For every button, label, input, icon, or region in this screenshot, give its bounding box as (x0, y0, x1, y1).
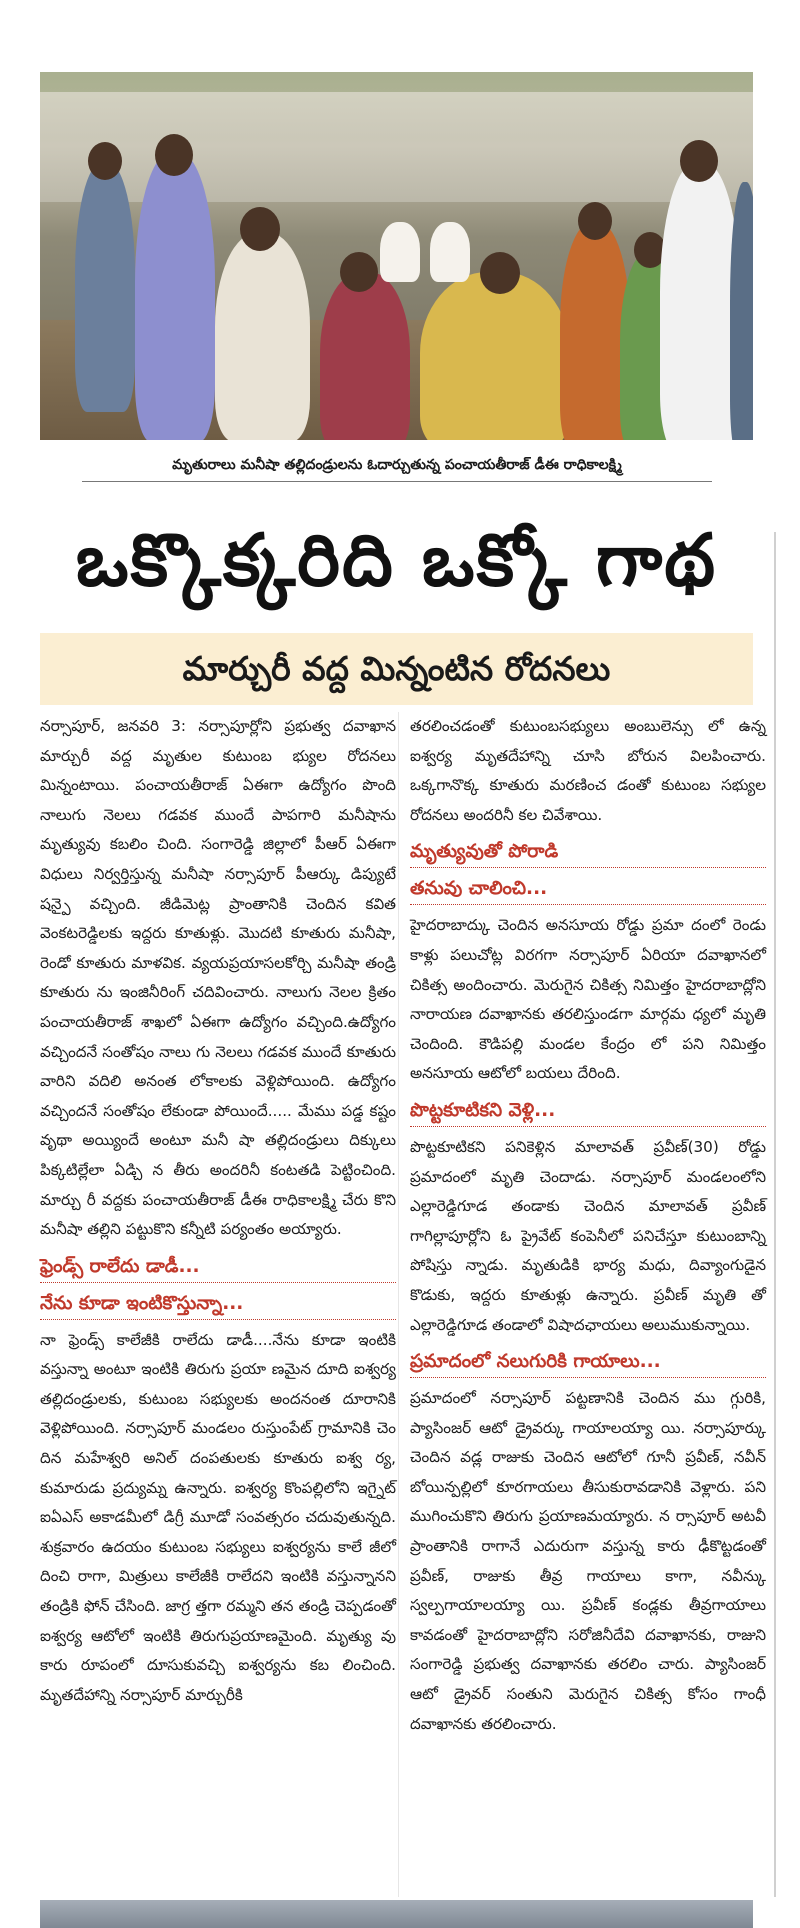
right-intro-paragraph: తరలించడంతో కుటుంబసభ్యులు అంబులెన్సు లో ఉన్న ఐశ్వర్య మృతదేహాన్ని చూసి బోరున విలపించారు. ఒక్కగానొక్క కూతురు మరణించ డంతో కుటుంబ సభ్యుల రోదనలు అందరినీ కల చివేశాయి. (410, 717, 766, 824)
section-body-injuries: ప్రమాదంలో నర్సాపూర్ పట్టణానికి చెందిన ము గ్గురికి, ప్యాసింజర్ ఆటో డ్రైవర్కు గాయాలయ్యా యి. నర్సాపూర్కు చెందిన వడ్ల రాజుకు చెందిన ఆటోలో గూనీ ప్రవీణ్, నవీన్ బోయిన్పల్లిలో కూరగాయలు తీసుకురావడానికి వెళ్లారు. పని ముగించుకొని తిరుగు ప్రయాణమయ్యారు. న ర్సాపూర్ అటవీ ప్రాంతానికి రాగానే ఎదురుగా వస్తున్న కారు ఢీకొట్టడంతో ప్రవీణ్, రాజుకు తీవ్ర గాయాలు కాగా, నవీన్కు స్వల్పగాయాలయ్యా యి. ప్రవీణ్ కండ్లకు తీవ్రగాయాలు కావడంతో హైదరాబాద్లోని సరోజినీదేవి దవాఖానకు, రాజుని సంగారెడ్డి ప్రభుత్వ దవాఖానకు తరలిం చారు. ప్యాసింజర్ ఆటో డ్రైవర్ సంతుని మెరుగైన చికిత్స కోసం గాంధీ దవాఖానకు తరలించారు. (410, 1389, 766, 1733)
section-heading-fought-death (410, 836, 766, 905)
section-heading-line: ప్రమాదంలో నలుగురికి గాయాలు... (410, 1346, 766, 1378)
section-heading-line: నేను కూడా ఇంటికొస్తున్నా... (40, 1288, 396, 1320)
section-body-livelihood: పొట్టకూటికని పనికెళ్లిన మాలావత్ ప్రవీణ్(30) రోడ్డు ప్రమాదంలో మృతి చెందాడు. నర్సాపూర్ మండలంలోని ఎల్లారెడ్డిగూడ తండాకు చెందిన మాలావత్ ప్రవీణ్ గాగిల్లాపూర్లోని ఓ ప్రైవేట్ కంపెనీలో పనిచేస్తూ కుటుంబాన్ని పోషిస్తు న్నాడు. మృతుడికి భార్య మధు, దివ్యాంగుడైన కొడుకు, ఇద్దరు కూతుళ్లు ఉన్నారు. ప్రవీణ్ మృతి తో ఎల్లారెడ్డిగూడ తండాలో విషాదఛాయలు అలుముకున్నాయి. (410, 1137, 766, 1334)
left-intro-paragraph: నర్సాపూర్, జనవరి 3: నర్సాపూర్లోని ప్రభుత్వ దవాఖాన మార్చురీ వద్ద మృతుల కుటుంబ భ్యుల రోదనలు మిన్నంటాయి. పంచాయతీరాజ్ ఏఈగా ఉద్యోగం పొంది నాలుగు నెలలు గడవక ముందే పాపగారి మనీషాను మృత్యువు కబలిం చింది. సంగారెడ్డి జిల్లాలో పీఆర్ ఏఈగా విధులు నిర్వర్తిస్తున్న మనీషా నర్సాపూర్ పీఆర్కు డిప్యుటే షన్పై వచ్చింది. జీడిమెట్ల ప్రాంతానికి చెందిన కవిత వెంకటరెడ్డిలకు ఇద్దరు కూతుళ్లు. మొదటి కూతురు మనీషా, రెండో కూతురు మాళవిక. వ్యయప్రయాసలకోర్చి మనీషా తండ్రి కూతురు ను ఇంజినీరింగ్ చదివించారు. నాలుగు నెలల క్రితం పంచాయతీరాజ్ శాఖలో ఏఈగా ఉద్యోగం వచ్చింది.ఉద్యోగం వచ్చిందనే సంతోషం నాలు గు నెలలు గడవక ముందే కూతురు వారిని వదిలి అనంత లోకాలకు వెళ్లిపోయింది. ఉద్యోగం వచ్చిందనే సంతోషం లేకుండా పోయిందే..... మేము పడ్డ కష్టం వృథా అయ్యిందే అంటూ మనీ షా తల్లిదండ్రులు దిక్కులు పిక్కటిల్లేలా ఏడ్చి న తీరు అందరినీ కంటతడి పెట్టించింది. మార్చు రీ వద్దకు పంచాయతీరాజ్ డీఈ రాధికాలక్ష్మి చేరు కొని మనీషా తల్లిని పట్టుకొని కన్నీటి పర్యంతం అయ్యారు. (40, 717, 396, 1239)
section-heading-friends (40, 1251, 396, 1320)
subheadline: మార్చురీ వద్ద మిన్నంటిన రోదనలు (182, 649, 611, 688)
section-body-fought-death: హైదరాబాద్కు చెందిన అనసూయ రోడ్డు ప్రమా దంలో రెండు కాళ్లు పలుచోట్ల విరగగా నర్సాపూర్ ఏరియా దవాఖానలో చికిత్స అందించారు. మెరుగైన చికిత్స నిమిత్తం హైదరాబాద్లోని నారాయణ దవాఖానకు తరలిస్తుండగా మార్గమ ధ్యలో మృతి చెందింది. కౌడిపల్లి మండల కేంద్రం లో పని నిమిత్తం అనసూయ ఆటోలో బయలు దేరింది. (410, 916, 766, 1083)
column-divider (398, 712, 399, 1897)
section-body-friends: నా ఫ్రెండ్స్ కాలేజీకి రాలేదు డాడీ....నేను కూడా ఇంటికి వస్తున్నా అంటూ ఇంటికి తిరుగు ప్రయా ణమైన దూది ఐశ్వర్య తల్లిదండ్రులకు, కుటుంబ సభ్యులకు అందనంత దూరానికి వెళ్లిపోయింది. నర్సాపూర్ మండలం రుస్తుంపేట్ గ్రామానికి చెం దిన మహేశ్వరి అనిల్ దంపతులకు కూతురు ఐశ్వ ర్య, కుమారుడు ప్రద్యుమ్న ఉన్నారు. ఐశ్వర్య కొంపల్లిలోని ఇగ్నైట్ ఐఏఎస్ అకాడమీలో డిగ్రీ మూడో సంవత్సరం చదువుతున్నది. శుక్రవారం ఉదయం కుటుంబ సభ్యులు ఐశ్వర్యను కాలే జీలో దించి రాగా, మిత్రులు కాలేజీకి రాలేదని ఇంటికి వస్తున్నానని తండ్రికి ఫోన్ చేసింది. జాగ్ర త్తగా రమ్మని తన తండ్రి చెప్పడంతో ఐశ్వర్య ఆటోలో ఇంటికి తిరుగుప్రయాణమైంది. మృత్యు వు కారు రూపంలో దూసుకువచ్చి ఐశ్వర్యను కబ లించింది. మృతదేహాన్ని నర్సాపూర్ మార్చురీకి (40, 1330, 396, 1704)
section-heading-line: పొట్టకూటికని వెళ్లి... (410, 1095, 766, 1127)
headline: ఒక్కొక్కరిది ఒక్కో గాథ (75, 518, 718, 602)
photo-caption: మృతురాలు మనీషా తల్లిదండ్రులను ఓదార్చుతున్న పంచాయతీరాజ్ డీఈ రాధికాలక్ష్మి (82, 448, 712, 482)
section-heading-line: తనువు చాలించి... (410, 873, 766, 905)
news-photo-icon (40, 72, 753, 440)
left-column (40, 712, 396, 1714)
column-rule (774, 532, 776, 1897)
bottom-photo-strip (40, 1900, 753, 1928)
section-heading-injuries (410, 1346, 766, 1378)
section-heading-line: మృత్యువుతో పోరాడి (410, 836, 766, 868)
section-heading-livelihood (410, 1095, 766, 1127)
section-heading-line: ఫ్రెండ్స్ రాలేదు డాడీ... (40, 1251, 396, 1283)
right-column (410, 712, 766, 1743)
